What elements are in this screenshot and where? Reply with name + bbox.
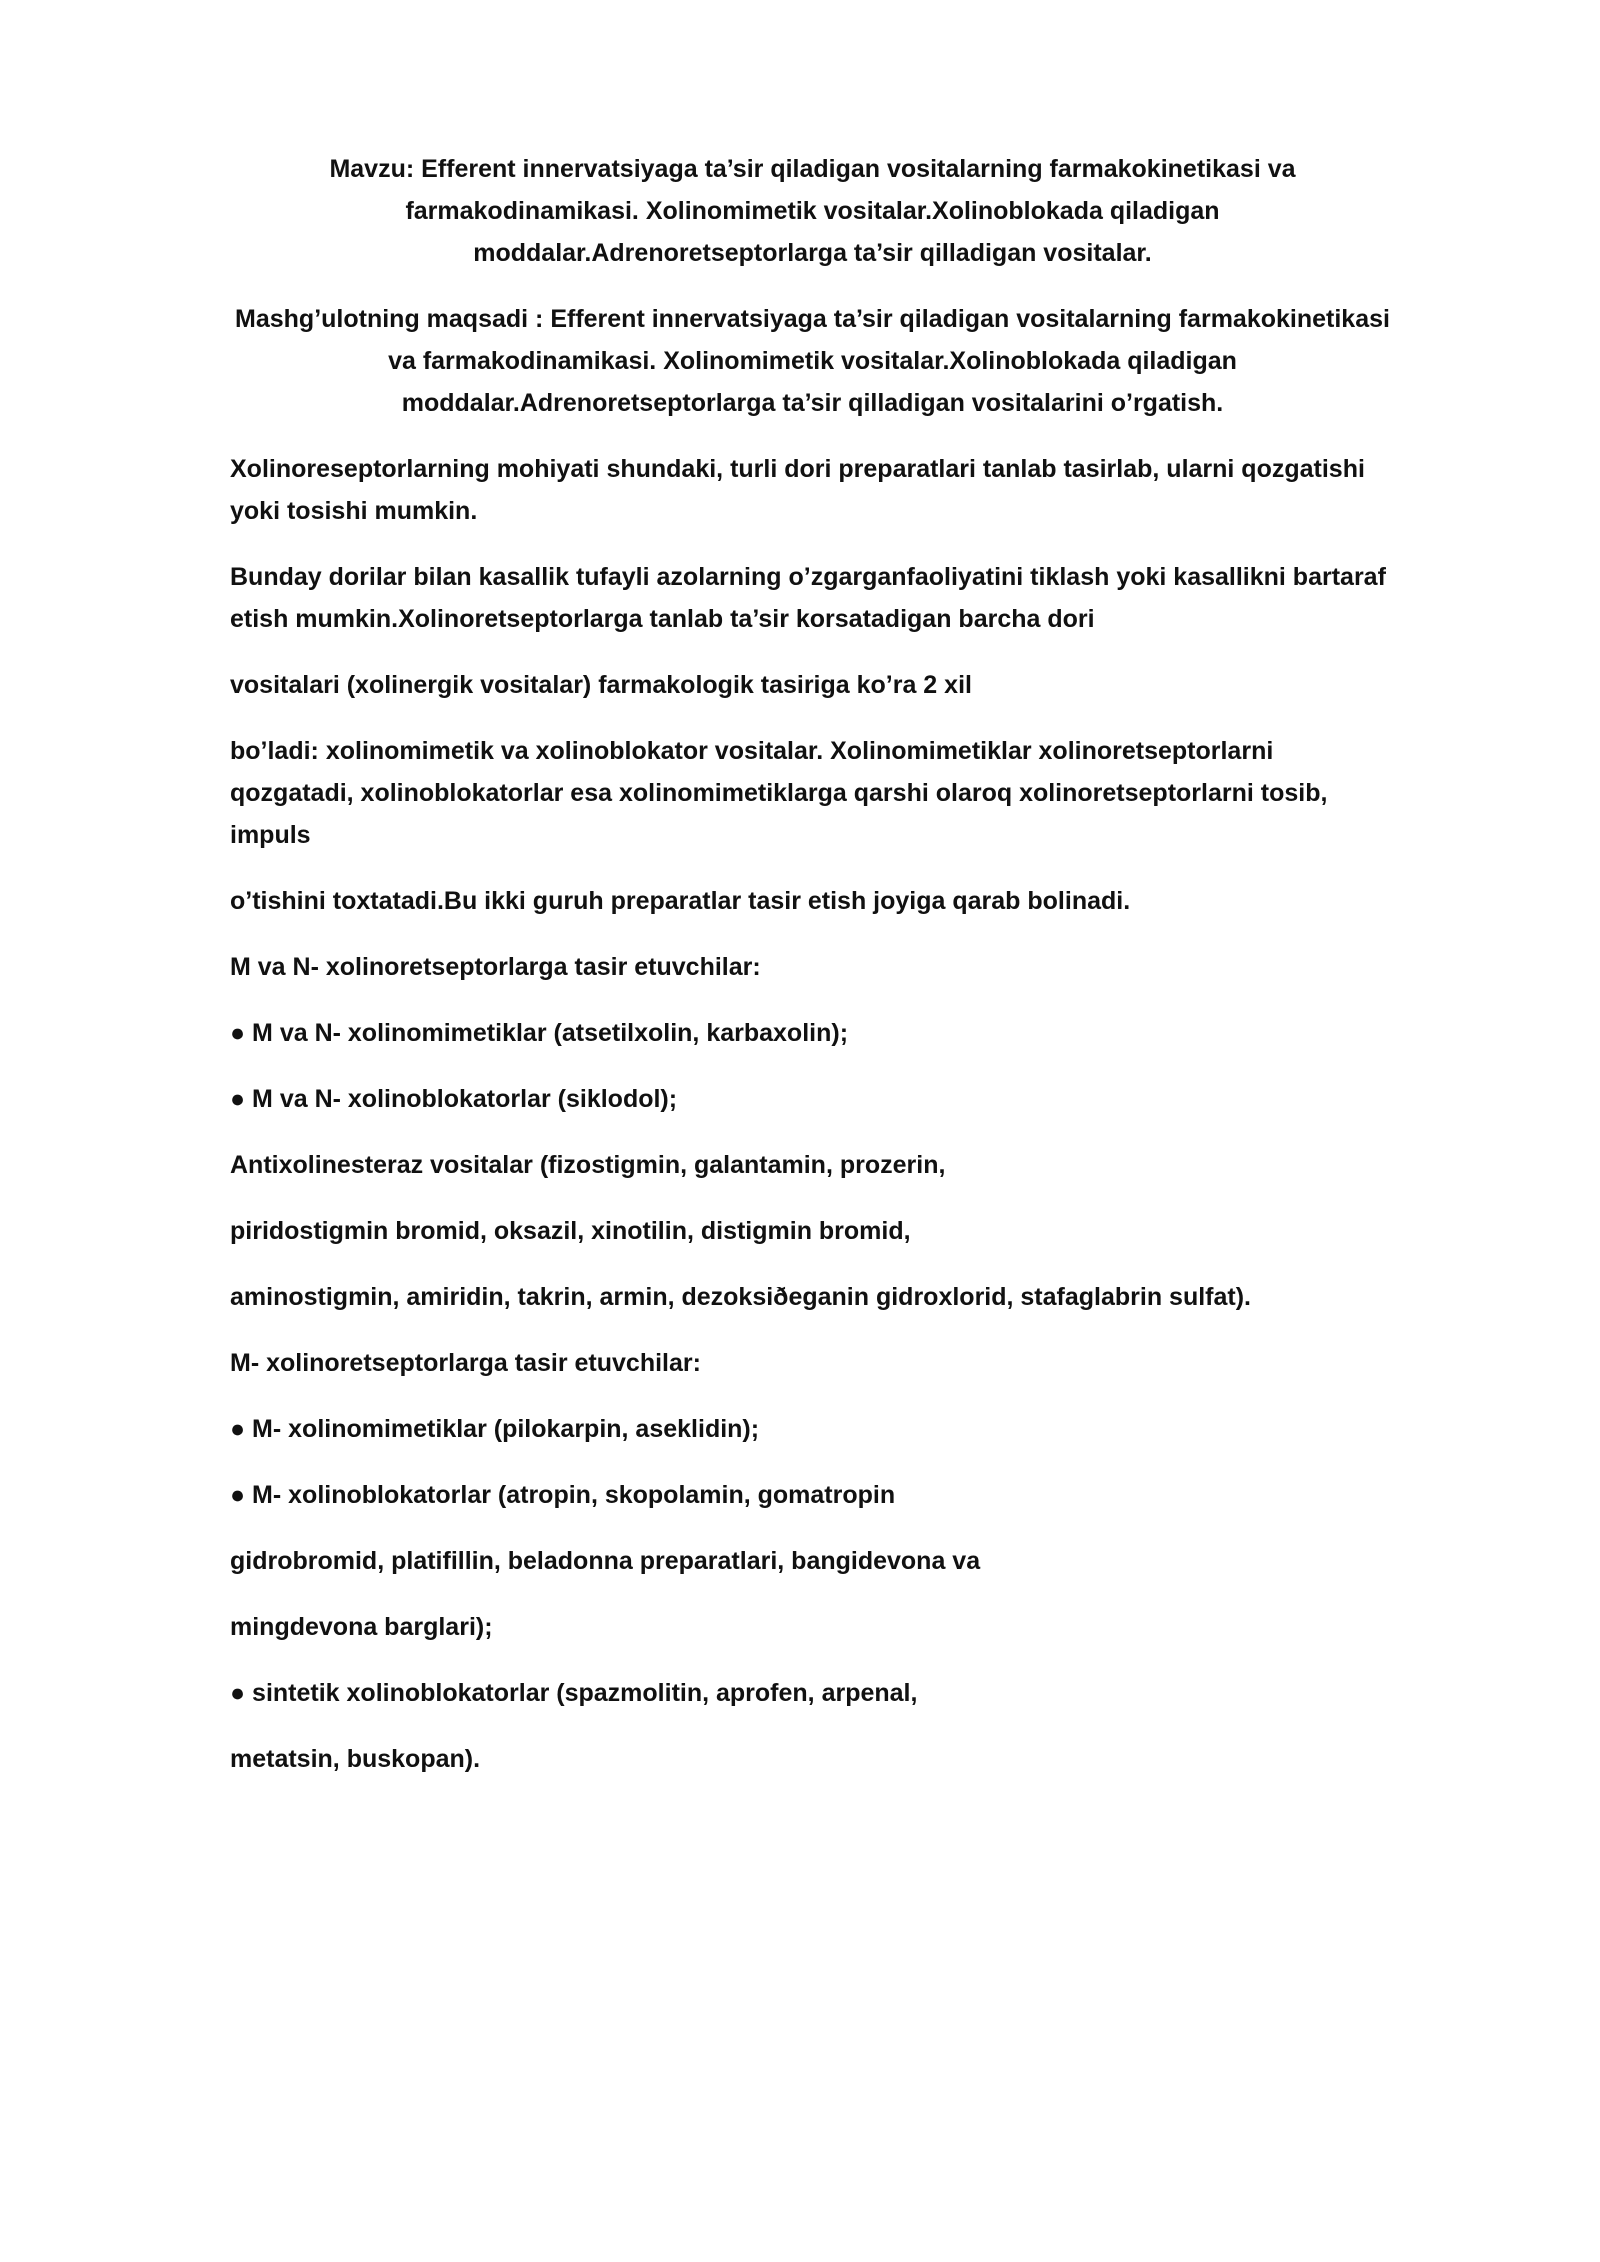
bullet-item: ● M- xolinoblokatorlar (atropin, skopolamin, gomatropin xyxy=(230,1481,896,1509)
bullet-item: ● M va N- xolinomimetiklar (atsetilxolin, karbaxolin); xyxy=(230,1019,849,1047)
paragraph: bo’ladi: xolinomimetik va xolinoblokator vositalar. Xolinomimetiklar xolinoretseptorlarni qozgatadi, xolinoblokatorlar esa xolinomimetiklarga qarshi olaroq xolinoretseptorlarni tosib, impuls xyxy=(230,737,1328,849)
paragraph: Xolinoreseptorlarning mohiyati shundaki, turli dori preparatlari tanlab tasirlab, ularni qozgatishi yoki tosishi mumkin. xyxy=(230,455,1365,525)
paragraph: o’tishini toxtatadi.Bu ikki guruh preparatlar tasir etish joyiga qarab bolinadi. xyxy=(230,887,1131,915)
paragraph: vositalari (xolinergik vositalar) farmakologik tasiriga ko’ra 2 xil xyxy=(230,671,972,699)
lesson-aim: Mashg’ulotning maqsadi : Efferent innervatsiyaga ta’sir qiladigan vositalarning farmakokinetikasi va farmakodinamikasi. Xolinomimetik vositalar.Xolinoblokada qiladigan moddalar.Adrenoretseptorlarga ta’sir qilladigan vositalarini o’rgatish. xyxy=(235,305,1390,417)
paragraph: metatsin, buskopan). xyxy=(230,1745,481,1773)
bullet-item: ● M va N- xolinoblokatorlar (siklodol); xyxy=(230,1085,678,1113)
document-title: Mavzu: Efferent innervatsiyaga ta’sir qiladigan vositalarning farmakokinetikasi va farmakodinamikasi. Xolinomimetik vositalar.Xolinoblokada qiladigan moddalar.Adrenoretseptorlarga ta’sir qilladigan vositalar. xyxy=(329,155,1296,267)
bullet-item: ● sintetik xolinoblokatorlar (spazmolitin, aprofen, arpenal, xyxy=(230,1679,918,1707)
paragraph: mingdevona barglari); xyxy=(230,1613,493,1641)
section-heading: M va N- xolinoretseptorlarga tasir etuvchilar: xyxy=(230,953,761,981)
paragraph: piridostigmin bromid, oksazil, xinotilin, distigmin bromid, xyxy=(230,1217,911,1245)
bullet-item: ● M- xolinomimetiklar (pilokarpin, aseklidin); xyxy=(230,1415,760,1443)
paragraph: gidrobromid, platifillin, beladonna preparatlari, bangidevona va xyxy=(230,1547,981,1575)
section-heading: M- xolinoretseptorlarga tasir etuvchilar: xyxy=(230,1349,701,1377)
paragraph: Bunday dorilar bilan kasallik tufayli azolarning o’zgarganfaoliyatini tiklash yoki kasallikni bartaraf etish mumkin.Xolinoretseptorlarga tanlab ta’sir korsatadigan barcha dori xyxy=(230,563,1386,633)
paragraph: aminostigmin, amiridin, takrin, armin, dezoksiðeganin gidroxlorid, stafaglabrin sulfat). xyxy=(230,1283,1251,1311)
paragraph: Antixolinesteraz vositalar (fizostigmin, galantamin, prozerin, xyxy=(230,1151,946,1179)
